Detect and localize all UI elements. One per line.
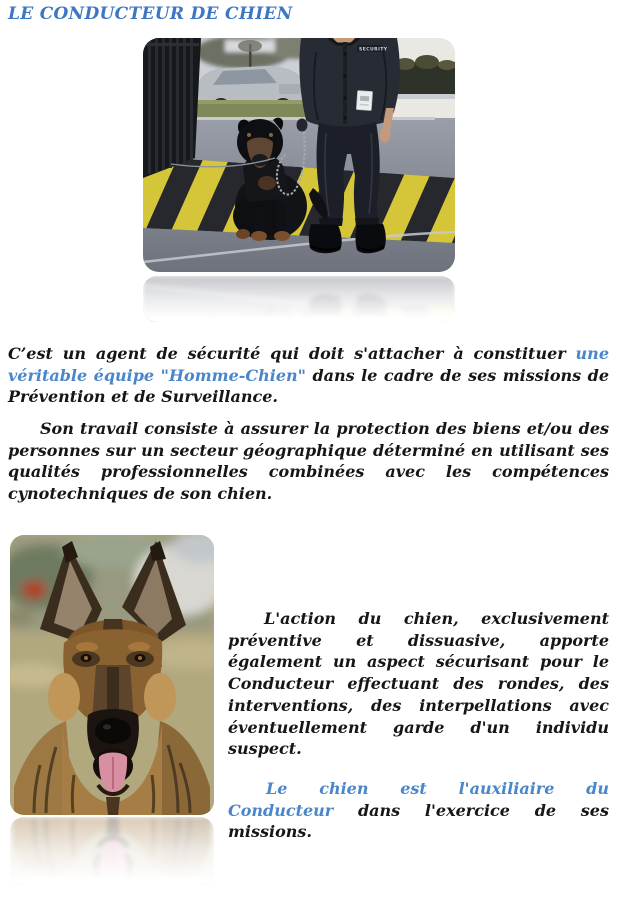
intro-text-end: dans le cadre de ses missions de Prévention et de Surveillance. [8, 365, 609, 407]
dog-action-paragraph: L'action du chien, exclusivement préventive et dissuasive, apporte également un aspect sécurisant pour le Conducteur effectuant des rondes, des interventions, des interpellations avec éventuellement garde d'un individu suspect. [228, 609, 609, 759]
photo-security-guard-with-dog [143, 38, 455, 272]
intro-highlight: une véritable équipe "Homme-Chien" [8, 344, 609, 385]
auxiliary-text-end: dans l'exercice de ses missions. [228, 800, 609, 842]
work-paragraph: Son travail consiste à assurer la protection des biens et/ou des personnes sur un secteur géographique déterminé en utilisant ses qualités professionnelles combinées avec les compétences cynotechniques de son chien. [8, 419, 609, 504]
auxiliary-highlight: Le chien est l'auxiliaire du Conducteur [228, 779, 609, 820]
photo-security-guard-reflection [143, 276, 455, 322]
photo-german-shepherd [10, 535, 214, 815]
auxiliary-paragraph [228, 778, 609, 843]
photo-german-shepherd-reflection [10, 817, 214, 885]
page-title: LE CONDUCTEUR DE CHIEN [8, 4, 293, 24]
intro-text-start: C’est un agent de sécurité qui doit s'attacher à constituer [8, 344, 576, 363]
intro-paragraph [8, 343, 609, 408]
